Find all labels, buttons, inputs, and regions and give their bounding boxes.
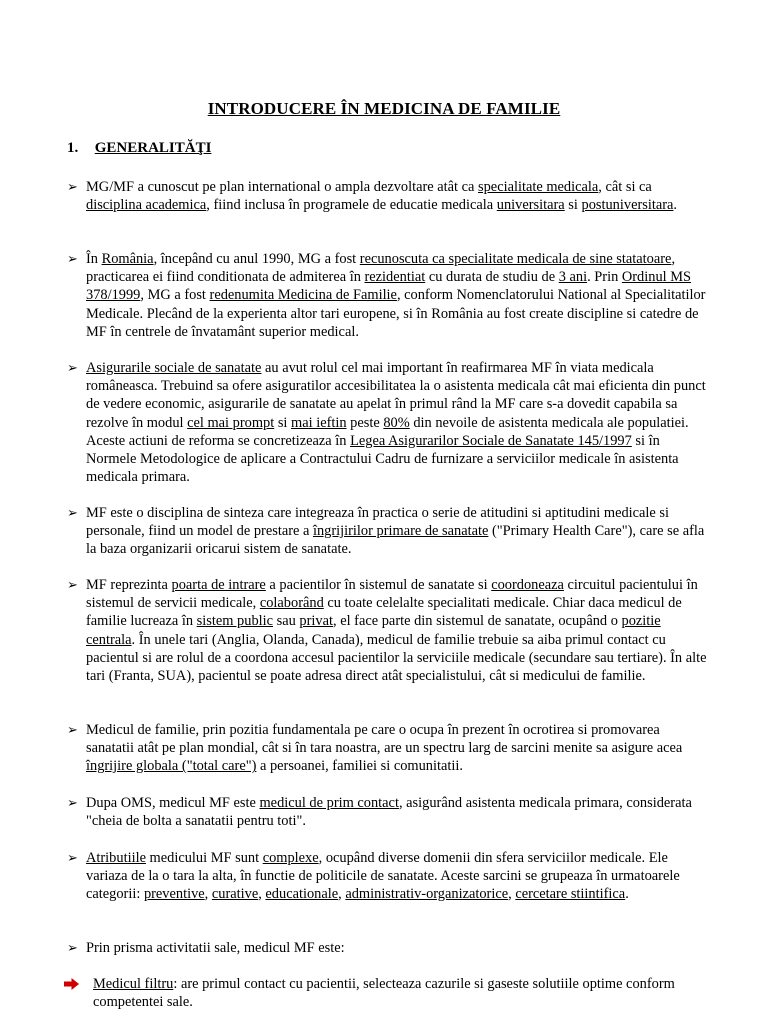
paragraph-text — [86, 721, 707, 776]
text-run: cu toate celelalte specialitati medicale. Chiar daca medicul de familie lucreaza în — [86, 595, 682, 630]
text-run: au avut rolul cel mai important în reafirmarea MF în viata medicala româneasca. Trebuind sa ofere asiguratilor accesibilitatea la o asistenta medicala cât mai eficienta din punct de vedere economic, asigurarile de sanatate au apelat în primul rând la MF care s-a dovedit capabila sa rezolve în modul — [86, 360, 706, 431]
underlined-term: recunoscuta ca specialitate medicala de sine statatoare — [359, 251, 672, 267]
text-run: , MG a fost — [140, 287, 210, 304]
arrowhead-bullet-icon: ➢ — [67, 360, 78, 375]
text-run: În — [86, 251, 102, 267]
red-arrow-bullet-icon — [64, 975, 82, 990]
text-run: , — [258, 886, 266, 903]
underlined-term: Legea Asigurarilor Sociale de Sanatate 145/1997 — [350, 432, 632, 449]
underlined-term: redenumita Medicina de Familie — [209, 287, 397, 304]
paragraph-text — [86, 849, 707, 904]
text-run: , — [204, 886, 212, 903]
arrowhead-bullet-icon: ➢ — [67, 179, 78, 194]
text-run: , conform Nomenclatorului National al Specialitatilor Medicale. Plecând de la experienta altor tari europene, si în România au fost create discipline si catedre de MF în centrele de învatamânt superior medical. — [86, 287, 706, 340]
underlined-term: educationale — [265, 886, 339, 903]
text-run: a pacientilor în sistemul de sanatate si — [265, 577, 492, 593]
paragraph-text — [93, 975, 704, 1011]
section-heading — [67, 140, 211, 157]
text-run: , cât si ca — [598, 179, 652, 195]
text-run: , fiind inclusa în programele de educatie medicala — [206, 197, 497, 214]
underlined-term: Asigurarile sociale de sanatate — [86, 360, 262, 376]
arrowhead-bullet-icon: ➢ — [67, 940, 78, 955]
section-number: 1. — [67, 140, 79, 156]
text-run: Medicul de familie, prin pozitia fundamentala pe care o ocupa în prezent în ocrotirea si promovarea sanatatii atât pe plan mondial, cât si în tara noastra, are un spectru larg de sarcini menite sa asigure acea — [86, 722, 683, 757]
underlined-term: rezidentiat — [364, 269, 426, 286]
arrowhead-bullet-icon: ➢ — [67, 505, 78, 520]
underlined-term: Medicul filtru — [93, 976, 174, 992]
underlined-term: cercetare stiintifica — [515, 886, 626, 903]
text-run: . Prin — [587, 269, 622, 286]
text-run: MF reprezinta — [86, 577, 172, 593]
underlined-term: administrativ-organizatorice — [345, 886, 509, 903]
underlined-term: îngrijirilor primare de sanatate — [312, 523, 489, 540]
text-run: peste — [346, 414, 384, 431]
underlined-term: postuniversitara — [581, 197, 674, 214]
text-run: ("Primary Health Care"), care se afla la baza organizarii oricarui sistem de sanatate. — [86, 523, 705, 558]
underlined-term: curative — [211, 886, 259, 903]
red-arrow-icon — [64, 978, 79, 990]
bullet-paragraph — [67, 794, 707, 830]
text-run: Dupa OMS, medicul MF este — [86, 795, 260, 811]
text-run: . — [625, 886, 629, 903]
bullet-paragraph — [67, 504, 707, 559]
text-run: medicului MF sunt — [145, 850, 263, 866]
bullet-paragraph — [67, 250, 707, 341]
arrowhead-bullet-icon: ➢ — [67, 251, 78, 266]
underlined-term: mai ieftin — [291, 414, 347, 431]
text-run: a persoanei, familiei si comunitatii. — [256, 758, 463, 775]
text-run: , asigurând asistenta medicala primara, considerata "cheia de bolta a sanatatii pentru toti". — [86, 795, 692, 830]
underlined-term: îngrijire globala ("total care") — [86, 758, 257, 775]
arrowhead-bullet-icon: ➢ — [67, 577, 78, 592]
paragraph-text — [86, 250, 707, 341]
text-run: , practicarea ei fiind conditionata de admiterea în — [86, 251, 676, 286]
text-run: si în Normele Metodologice de aplicare a Contractului Cadru de furnizare a serviciilor medicale în asistenta medicala primara. — [86, 432, 679, 486]
paragraph-text — [86, 576, 707, 685]
text-run: , — [508, 886, 516, 903]
text-run: Prin prisma activitatii sale, medicul MF este: — [86, 940, 345, 956]
text-run: . În unele tari (Anglia, Olanda, Canada), medicul de familie trebuie sa aiba primul contact cu pacientul si are rolul de a coordona accesul pacientilor la serviciile medicale (secundare sau tertiare). În alte tari (Franta, SUA), pacientul se poate adresa direct atât specialistului, cât si medicului de familie. — [86, 631, 707, 685]
bullet-paragraph — [67, 939, 707, 957]
section-title: GENERALITĂŢI — [94, 140, 212, 156]
paragraph-text — [86, 504, 707, 559]
text-run: : are primul contact cu pacientii, selecteaza cazurile si gaseste solutiile optime conform competentei sale. — [93, 976, 675, 1011]
text-run: MF este o disciplina de sinteza care integreaza în practica o serie de atitudini si aptitudini medicale si personale, fiind un model de prestare a — [86, 505, 670, 540]
underlined-term: specialitate medicala — [478, 179, 599, 195]
underlined-term: sistem public — [196, 613, 274, 630]
text-run: , începând cu anul 1990, MG a fost — [153, 251, 360, 267]
bullet-paragraph — [67, 849, 707, 904]
bullet-paragraph — [64, 975, 704, 1011]
text-run: , — [338, 886, 346, 903]
text-run: circuitul pacientului în sistemul de servicii medicale, — [86, 577, 698, 612]
underlined-term: 80% — [383, 414, 410, 431]
underlined-term: 3 ani — [558, 269, 588, 286]
underlined-term: universitara — [496, 197, 565, 214]
document-title: INTRODUCERE ÎN MEDICINA DE FAMILIE — [207, 99, 561, 118]
text-run: din nevoile de asistenta medicala ale populatiei. Aceste actiuni de reforma se concretizeaza în — [86, 414, 689, 449]
underlined-term: Atributiile — [86, 850, 146, 866]
text-run: sau — [273, 613, 300, 630]
paragraph-text — [86, 939, 707, 957]
paragraph-text — [86, 178, 707, 214]
underlined-term: privat — [299, 613, 333, 630]
underlined-term: coordoneaza — [491, 577, 564, 593]
paragraph-text — [86, 359, 707, 486]
text-run: MG/MF a cunoscut pe plan international o ampla dezvoltare atât ca — [86, 179, 479, 195]
arrowhead-bullet-icon: ➢ — [67, 850, 78, 865]
underlined-term: preventive — [143, 886, 205, 903]
text-run: cu durata de studiu de — [425, 269, 559, 286]
bullet-paragraph — [67, 178, 707, 214]
underlined-term: cel mai prompt — [187, 414, 275, 431]
underlined-term: România — [101, 251, 154, 267]
bullet-paragraph — [67, 359, 707, 486]
underlined-term: poarta de intrare — [171, 577, 266, 593]
text-run: si — [274, 414, 292, 431]
bullet-paragraph — [67, 576, 707, 685]
underlined-term: Ordinul MS 378/1999 — [86, 269, 692, 304]
underlined-term: colaborând — [259, 595, 324, 612]
text-run: si — [564, 197, 582, 214]
bullet-paragraph — [67, 721, 707, 776]
underlined-term: medicul de prim contact — [259, 795, 399, 811]
text-run: , el face parte din sistemul de sanatate, ocupând o — [333, 613, 622, 630]
underlined-term: disciplina academica — [86, 197, 207, 214]
arrowhead-bullet-icon: ➢ — [67, 795, 78, 810]
underlined-term: pozitie centrala — [86, 613, 661, 648]
text-run: , ocupând diverse domenii din sfera serviciilor medicale. Ele variaza de la o tara la alta, în functie de politicile de sanatate. Aceste sarcini se grupeaza în urmatoarele categorii: — [86, 850, 680, 903]
arrowhead-bullet-icon: ➢ — [67, 722, 78, 737]
text-run: . — [673, 197, 678, 214]
paragraph-text — [86, 794, 707, 830]
underlined-term: complexe — [262, 850, 319, 866]
